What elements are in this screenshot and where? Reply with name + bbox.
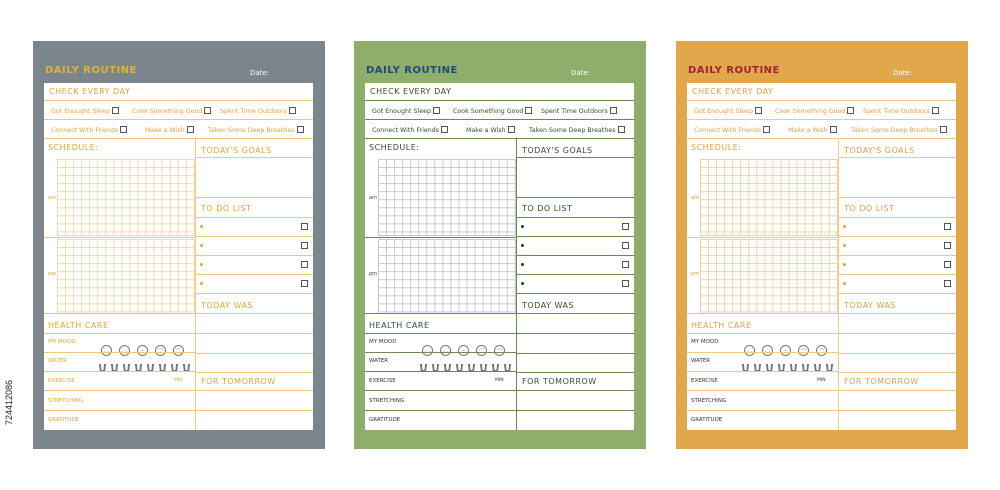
check-item: Taken Some Deep Breathes [529,126,625,134]
todo-line [195,274,313,275]
checkbox-icon[interactable] [433,107,440,114]
am-label: am [369,195,377,201]
angry-face-icon[interactable]: ◠ [816,345,827,356]
bullet-icon [521,263,524,266]
check-item: Make a Wish [466,126,515,134]
todo-checkbox-icon[interactable] [301,242,308,249]
health-line [687,333,838,334]
pm-label: pm [369,271,378,277]
check-item: Cook Something Good [775,107,854,115]
todo-line [195,217,313,218]
health-line [687,352,838,353]
smile-face-icon[interactable]: ◡ [119,345,130,356]
check-every-day-row [687,83,956,101]
checkbox-icon[interactable] [755,107,762,114]
goals-line [838,157,956,158]
check-item: Connect With Friends [372,126,448,134]
stretching-label: STRETCHING [369,398,405,404]
stock-id-watermark: 724412086 [4,380,14,426]
planner-card-orange [676,41,968,449]
water-label: WATER [369,358,389,364]
today-was-heading: TODAY WAS [522,301,575,310]
pm-schedule-grid[interactable] [700,239,838,314]
health-top-line [365,313,516,314]
date-label: Date: [893,69,913,77]
bullet-icon [843,263,846,266]
min-label: MIN [495,378,504,383]
checkbox-icon[interactable] [763,126,770,133]
health-line [365,390,516,391]
checkbox-icon[interactable] [508,126,515,133]
health-line [44,352,195,353]
column-divider [838,139,839,430]
tomorrow-top-line [838,372,956,373]
planner-title: DAILY ROUTINE [45,65,137,76]
health-care-heading: HEALTH CARE [48,321,109,330]
pm-label: pm [48,271,57,277]
neutral-face-icon[interactable]: – [137,345,148,356]
health-line [365,333,516,334]
am-schedule-grid[interactable] [700,159,838,236]
pm-schedule-grid[interactable] [57,239,195,314]
water-label: WATER [691,358,711,364]
todo-checkbox-icon[interactable] [622,223,629,230]
todo-checkbox-icon[interactable] [301,223,308,230]
check-every-day-row [44,83,313,101]
health-line [687,390,838,391]
bullet-icon [843,244,846,247]
min-label: MIN [174,378,183,383]
check-item: Make a Wish [145,126,194,134]
water-glasses [420,357,516,376]
todo-line [838,217,956,218]
stretching-label: STRETCHING [48,398,84,404]
exercise-label: EXERCISE [48,378,75,384]
am-pm-divider [44,237,195,238]
today-was-line [516,313,634,314]
goals-line [195,157,313,158]
to-do-list-heading: TO DO LIST [844,204,895,213]
check-every-day-heading: CHECK EVERY DAY [370,87,452,96]
todo-line [195,293,313,294]
check-row-1 [365,101,634,120]
sad-face-icon[interactable]: ◠ [798,345,809,356]
todo-line [516,255,634,256]
happy-face-icon[interactable]: ◡ [101,345,112,356]
to-do-list-heading: TO DO LIST [522,204,573,213]
today-was-line [838,333,956,334]
am-pm-divider [365,237,516,238]
planner-page [44,83,313,430]
health-line [44,390,195,391]
mood-faces [744,337,834,356]
goals-bottom-line [195,197,313,198]
bullet-icon [200,244,203,247]
todo-line [195,255,313,256]
health-line [365,410,516,411]
today-was-line [195,353,313,354]
check-item: Taken Some Deep Breathes [208,126,304,134]
check-item: Connect With Friends [51,126,127,134]
checkbox-icon[interactable] [940,126,947,133]
gratitude-label: GRATITUDE [369,417,401,423]
todo-checkbox-icon[interactable] [301,261,308,268]
goals-line [516,157,634,158]
sad-face-icon[interactable]: ◠ [476,345,487,356]
today-was-heading: TODAY WAS [844,301,897,310]
check-row-2 [687,120,956,139]
for-tomorrow-heading: FOR TOMORROW [522,377,597,386]
pm-schedule-grid[interactable] [378,239,516,314]
planner-page [687,83,956,430]
todo-line [516,236,634,237]
checkbox-icon[interactable] [610,107,617,114]
health-line [44,371,195,372]
todo-line [516,274,634,275]
planner-title: DAILY ROUTINE [688,65,780,76]
health-line [687,371,838,372]
todo-line [838,236,956,237]
todo-line [516,217,634,218]
planner-page [365,83,634,430]
today-was-line [516,333,634,334]
smile-face-icon[interactable]: ◡ [762,345,773,356]
todo-checkbox-icon[interactable] [944,280,951,287]
water-glasses [99,357,195,376]
today-was-line [195,333,313,334]
tomorrow-top-line [516,372,634,373]
check-item: Taken Some Deep Breathes [851,126,947,134]
checkbox-icon[interactable] [289,107,296,114]
for-tomorrow-heading: FOR TOMORROW [201,377,276,386]
today-was-line [516,353,634,354]
check-item: Spent Time Outdoors [541,107,617,115]
planner-card-green [354,41,646,449]
health-line [687,410,838,411]
planner-title: DAILY ROUTINE [366,65,458,76]
bullet-icon [843,225,846,228]
am-pm-divider [687,237,838,238]
checkbox-icon[interactable] [187,126,194,133]
todo-checkbox-icon[interactable] [944,242,951,249]
bullet-icon [521,244,524,247]
checkbox-icon[interactable] [525,107,532,114]
todo-checkbox-icon[interactable] [301,280,308,287]
column-divider [195,139,196,430]
check-item: Cook Something Good [453,107,532,115]
column-divider [516,139,517,430]
water-label: WATER [48,358,68,364]
mood-faces [422,337,512,356]
tomorrow-line [838,390,956,391]
checkbox-icon[interactable] [618,126,625,133]
am-label: am [691,195,699,201]
mood-faces [101,337,191,356]
todays-goals-heading: TODAY'S GOALS [201,146,272,155]
gratitude-label: GRATITUDE [691,417,723,423]
todo-checkbox-icon[interactable] [944,261,951,268]
check-item: Got Enought Sleep [372,107,440,115]
date-label: Date: [250,69,270,77]
my-mood-label: MY MOOD [691,339,719,345]
check-every-day-row [365,83,634,101]
sad-face-icon[interactable]: ◠ [155,345,166,356]
check-row-1 [44,101,313,120]
neutral-face-icon[interactable]: – [458,345,469,356]
todays-goals-heading: TODAY'S GOALS [844,146,915,155]
check-item: Got Enought Sleep [694,107,762,115]
health-care-heading: HEALTH CARE [691,321,752,330]
check-item: Cook Something Good [132,107,211,115]
bullet-icon [521,282,524,285]
am-schedule-grid[interactable] [57,159,195,236]
bullet-icon [200,282,203,285]
schedule-heading: SCHEDULE: [48,143,99,152]
check-item: Connect With Friends [694,126,770,134]
health-top-line [44,313,195,314]
checkbox-icon[interactable] [204,107,211,114]
exercise-label: EXERCISE [691,378,718,384]
checkbox-icon[interactable] [112,107,119,114]
health-top-line [687,313,838,314]
bullet-icon [200,263,203,266]
check-every-day-heading: CHECK EVERY DAY [49,87,131,96]
today-was-line [838,313,956,314]
min-label: MIN [817,378,826,383]
to-do-list-heading: TO DO LIST [201,204,252,213]
happy-face-icon[interactable]: ◡ [422,345,433,356]
todo-line [838,293,956,294]
goals-bottom-line [516,197,634,198]
todays-goals-heading: TODAY'S GOALS [522,146,593,155]
tomorrow-line [838,410,956,411]
health-line [365,352,516,353]
todo-line [838,274,956,275]
smile-face-icon[interactable]: ◡ [440,345,451,356]
tomorrow-line [516,410,634,411]
gratitude-label: GRATITUDE [48,417,80,423]
checkbox-icon[interactable] [120,126,127,133]
check-item: Spent Time Outdoors [863,107,939,115]
tomorrow-line [195,390,313,391]
my-mood-label: MY MOOD [369,339,397,345]
todo-line [516,293,634,294]
checkbox-icon[interactable] [441,126,448,133]
todo-checkbox-icon[interactable] [944,223,951,230]
todo-checkbox-icon[interactable] [622,280,629,287]
checkbox-icon[interactable] [847,107,854,114]
todo-checkbox-icon[interactable] [622,261,629,268]
health-care-heading: HEALTH CARE [369,321,430,330]
checkbox-icon[interactable] [932,107,939,114]
health-line [365,371,516,372]
check-row-2 [44,120,313,139]
today-was-line [195,313,313,314]
tomorrow-line [516,390,634,391]
angry-face-icon[interactable]: ◠ [494,345,505,356]
checkbox-icon[interactable] [297,126,304,133]
exercise-label: EXERCISE [369,378,396,384]
goals-bottom-line [838,197,956,198]
tomorrow-line [195,410,313,411]
bullet-icon [843,282,846,285]
angry-face-icon[interactable]: ◠ [173,345,184,356]
check-row-2 [365,120,634,139]
neutral-face-icon[interactable]: – [780,345,791,356]
water-glasses [742,357,838,376]
happy-face-icon[interactable]: ◡ [744,345,755,356]
check-item: Make a Wish [788,126,837,134]
check-every-day-heading: CHECK EVERY DAY [692,87,774,96]
health-line [44,410,195,411]
health-line [44,333,195,334]
am-schedule-grid[interactable] [378,159,516,236]
bullet-icon [200,225,203,228]
checkbox-icon[interactable] [830,126,837,133]
planner-card-gray [33,41,325,449]
todo-line [195,236,313,237]
for-tomorrow-heading: FOR TOMORROW [844,377,919,386]
date-label: Date: [571,69,591,77]
today-was-heading: TODAY WAS [201,301,254,310]
schedule-heading: SCHEDULE: [691,143,742,152]
stretching-label: STRETCHING [691,398,727,404]
bullet-icon [521,225,524,228]
am-label: am [48,195,56,201]
pm-label: pm [691,271,700,277]
check-item: Spent Time Outdoors [220,107,296,115]
schedule-heading: SCHEDULE: [369,143,420,152]
check-row-1 [687,101,956,120]
todo-checkbox-icon[interactable] [622,242,629,249]
check-item: Got Enought Sleep [51,107,119,115]
todo-line [838,255,956,256]
today-was-line [838,353,956,354]
my-mood-label: MY MOOD [48,339,76,345]
tomorrow-top-line [195,372,313,373]
